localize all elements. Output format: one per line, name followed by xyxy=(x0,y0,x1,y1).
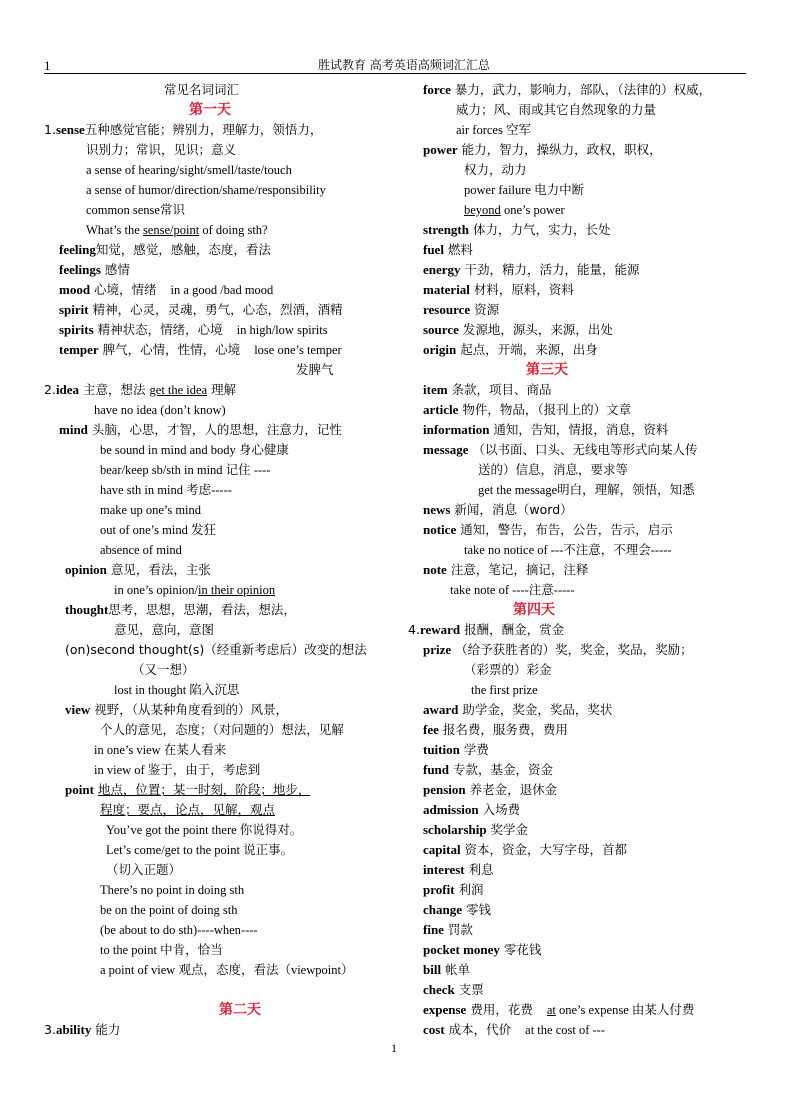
text-line xyxy=(44,120,394,140)
text-line: 意见，意向，意图 xyxy=(114,622,215,637)
headword: resource xyxy=(423,302,471,317)
text-line xyxy=(408,280,753,300)
text-line xyxy=(408,900,753,920)
text-line: to the point 中肯，恰当 xyxy=(100,943,223,957)
text-line: 常见名词词汇 xyxy=(164,82,240,97)
day-heading: 第二天 xyxy=(219,1002,261,1018)
headword: message xyxy=(423,442,469,457)
headword: mind xyxy=(59,422,88,437)
text-line: 威力；风、雨或其它自然现象的力量 xyxy=(456,102,657,117)
headword: expense xyxy=(423,1002,467,1017)
headword: strength xyxy=(423,222,469,237)
text-line xyxy=(408,220,753,240)
text-line xyxy=(44,580,394,600)
line-segment: 主意，想法 xyxy=(79,382,150,397)
line-segment: 报酬，酬金，赏金 xyxy=(460,622,565,637)
text-line: in one’s view 在某人看来 xyxy=(94,743,227,757)
text-line xyxy=(408,520,753,540)
right-column xyxy=(408,80,753,1040)
text-line: have no idea (don’t know) xyxy=(94,403,226,417)
text-line: You’ve got the point there 你说得对。 xyxy=(106,823,303,837)
headword: opinion xyxy=(65,562,107,577)
line-segment: one’s power xyxy=(500,203,565,217)
headword: ability xyxy=(55,1022,92,1037)
text-line xyxy=(408,960,753,980)
headword: profit xyxy=(423,882,455,897)
text-line xyxy=(44,780,394,800)
headword: tuition xyxy=(423,742,460,757)
text-line xyxy=(408,920,753,940)
text-line: the first prize xyxy=(471,683,538,697)
headword: source xyxy=(423,322,459,337)
headword: view xyxy=(65,702,91,717)
line-segment: What’s the xyxy=(86,223,143,237)
text-line xyxy=(408,700,753,720)
headword: scholarship xyxy=(423,822,487,837)
headword: point xyxy=(65,782,94,797)
text-line: common sense常识 xyxy=(86,203,185,217)
line-segment: 成本，代价 xyxy=(444,1022,512,1037)
headword: mood xyxy=(59,282,91,297)
text-line xyxy=(44,300,394,320)
line-segment: 助学金，奖金，奖品，奖状 xyxy=(458,702,613,717)
headword: pension xyxy=(423,782,466,797)
headword: fuel xyxy=(423,242,444,257)
headword: bill xyxy=(423,962,442,977)
text-line xyxy=(408,940,753,960)
line-segment: 起点，开端，来源，出身 xyxy=(456,342,598,357)
text-line xyxy=(408,440,753,460)
text-line: 权力，动力 xyxy=(464,162,527,177)
text-line xyxy=(408,840,753,860)
text-line xyxy=(408,1020,753,1040)
line-segment: 费用，花费 xyxy=(466,1002,533,1017)
headword: reward xyxy=(419,622,461,637)
headword: fund xyxy=(423,762,450,777)
text-line xyxy=(408,640,753,660)
line-segment: in their opinion xyxy=(198,583,276,597)
line-segment: 报名费，服务费，费用 xyxy=(438,722,568,737)
text-line xyxy=(408,80,753,100)
headword: article xyxy=(423,402,459,417)
line-segment: 感情 xyxy=(100,262,130,277)
text-line: be sound in mind and body 身心健康 xyxy=(100,443,289,457)
line-segment: 入场费 xyxy=(478,802,521,817)
headword: fine xyxy=(423,922,444,937)
line-segment: 理解 xyxy=(207,382,237,397)
line-segment: 专款，基金，资金 xyxy=(449,762,554,777)
text-line: make up one’s mind xyxy=(100,503,202,517)
left-column xyxy=(44,80,394,1040)
headword: temper xyxy=(59,342,99,357)
text-line xyxy=(408,300,753,320)
headword: thought xyxy=(65,602,109,617)
footer-page-number: 1 xyxy=(391,1041,397,1055)
text-line xyxy=(408,560,753,580)
headword: admission xyxy=(423,802,479,817)
headword: spirit xyxy=(59,302,89,317)
headword: spirits xyxy=(59,322,94,337)
text-line xyxy=(44,700,394,720)
text-line xyxy=(408,860,753,880)
headword: power xyxy=(423,142,458,157)
line-segment: 意见，看法，主张 xyxy=(106,562,211,577)
line-segment: 精神，心灵，灵魂，勇气，心态，烈酒，酒精 xyxy=(88,302,343,317)
text-line xyxy=(408,620,753,640)
line-segment: get the idea xyxy=(149,383,208,397)
line-segment: 物件，物品，（报刊上的）文章 xyxy=(458,402,632,417)
text-line xyxy=(44,380,394,400)
headword: idea xyxy=(55,382,80,397)
line-segment: in a good /bad mood xyxy=(170,283,274,297)
headword: cost xyxy=(423,1022,445,1037)
line-segment: 2. xyxy=(44,382,56,397)
line-segment: 养老金，退休金 xyxy=(465,782,558,797)
text-line xyxy=(44,220,394,240)
headword: check xyxy=(423,982,455,997)
headword: pocket money xyxy=(423,942,500,957)
line-segment: 学费 xyxy=(459,742,489,757)
line-segment: 3. xyxy=(44,1022,56,1037)
line-segment: 利息 xyxy=(464,862,494,877)
headword: material xyxy=(423,282,470,297)
header-title: 胜试教育 高考英语高频词汇汇总 xyxy=(318,58,490,72)
text-line: Let’s come/get to the point 说正事。 xyxy=(106,843,294,857)
line-segment: 头脑，心思，才智，人的思想，注意力，记性 xyxy=(87,422,342,437)
text-line xyxy=(44,420,394,440)
text-line xyxy=(408,820,753,840)
line-segment: at the cost of --- xyxy=(525,1023,605,1037)
text-line xyxy=(44,320,394,340)
text-line: （又一想） xyxy=(132,662,195,677)
text-line xyxy=(408,740,753,760)
day-heading: 第四天 xyxy=(513,602,555,618)
line-segment: lose one’s temper xyxy=(254,343,342,357)
headword: information xyxy=(423,422,490,437)
text-line xyxy=(408,380,753,400)
line-segment: 思考，思想，思潮，看法，想法， xyxy=(108,602,296,617)
line-segment: beyond xyxy=(464,203,501,217)
line-segment: 罚款 xyxy=(443,922,473,937)
text-line xyxy=(408,800,753,820)
text-line: a sense of hearing/sight/smell/taste/touch xyxy=(86,163,292,177)
text-line xyxy=(44,280,394,300)
text-line: lost in thought 陷入沉思 xyxy=(114,683,240,697)
headword: capital xyxy=(423,842,461,857)
line-segment: 五种感觉官能；辨别力，理解力，领悟力， xyxy=(84,122,323,137)
headword: news xyxy=(423,502,451,517)
text-line: 识别力；常识，见识；意义 xyxy=(86,142,237,157)
text-line xyxy=(408,140,753,160)
line-segment: 4. xyxy=(408,622,420,637)
headword: notice xyxy=(423,522,457,537)
line-segment: （给予获胜者的）奖，奖金，奖品，奖励； xyxy=(451,642,693,657)
header-page-number: 1 xyxy=(44,58,51,73)
line-segment: 心境，情绪 xyxy=(90,282,157,297)
line-segment: 精神状态，情绪，心境 xyxy=(93,322,223,337)
line-segment: 燃料 xyxy=(443,242,473,257)
headword: origin xyxy=(423,342,457,357)
text-line: （彩票的）彩金 xyxy=(464,662,552,677)
headword: item xyxy=(423,382,448,397)
line-segment: at xyxy=(546,1003,556,1017)
text-line: 个人的意见，态度；（对问题的）想法，见解 xyxy=(100,722,344,737)
line-segment: （以书面、口头、无线电等形式向某人传 xyxy=(468,442,698,457)
line-segment: in high/low spirits xyxy=(236,323,328,337)
line-segment: 资本，资金，大写字母，首都 xyxy=(460,842,628,857)
headword: award xyxy=(423,702,459,717)
text-line: have sth in mind 考虑----- xyxy=(100,483,232,497)
text-line xyxy=(408,780,753,800)
line-segment: 帐单 xyxy=(441,962,471,977)
text-line xyxy=(408,320,753,340)
text-line xyxy=(408,760,753,780)
text-line xyxy=(408,720,753,740)
text-line xyxy=(408,500,753,520)
day-heading: 第三天 xyxy=(526,362,568,378)
text-line: air forces 空军 xyxy=(456,123,531,137)
line-segment: one’s expense 由某人付费 xyxy=(555,1003,695,1017)
text-line: (on)second thought(s)（经重新考虑后）改变的想法 xyxy=(65,642,367,657)
line-segment: 脾气，心情，性情，心境 xyxy=(98,342,241,357)
headword: feelings xyxy=(59,262,101,277)
line-segment: 利润 xyxy=(454,882,484,897)
text-line xyxy=(408,980,753,1000)
text-line xyxy=(408,400,753,420)
text-line xyxy=(44,240,394,260)
line-segment: 新闻，消息（word） xyxy=(450,502,573,517)
text-line: 送的）信息，消息，要求等 xyxy=(478,462,629,477)
headword: note xyxy=(423,562,447,577)
line-segment: of doing sth? xyxy=(199,223,268,237)
text-line xyxy=(408,420,753,440)
text-line: （切入正题） xyxy=(106,862,182,877)
line-segment: 支票 xyxy=(454,982,484,997)
text-line xyxy=(44,1020,394,1040)
line-segment: 条款，项目、商品 xyxy=(447,382,552,397)
text-line xyxy=(44,560,394,580)
text-line xyxy=(408,340,753,360)
line-segment: 注意，笔记，摘记，注释 xyxy=(446,562,589,577)
line-segment: 1. xyxy=(44,122,56,137)
text-line xyxy=(408,200,753,220)
text-line: (be about to do sth)----when---- xyxy=(100,923,258,937)
text-line xyxy=(44,980,394,1000)
line-segment: 奖学金 xyxy=(486,822,529,837)
headword: force xyxy=(423,82,451,97)
header-rule xyxy=(44,73,746,74)
line-segment: 能力，智力，操纵力，政权，职权， xyxy=(457,142,662,157)
headword: energy xyxy=(423,262,461,277)
text-line: There’s no point in doing sth xyxy=(100,883,245,897)
line-segment: 资源 xyxy=(470,302,500,317)
text-line: be on the point of doing sth xyxy=(100,903,238,917)
text-line: in view of 鉴于，由于，考虑到 xyxy=(94,763,261,777)
text-line: power failure 电力中断 xyxy=(464,183,585,197)
line-segment: 暴力，武力，影响力，部队，（法律的）权威， xyxy=(450,82,712,97)
line-segment: 视野，（从某种角度看到的）风景， xyxy=(90,702,289,717)
headword: sense xyxy=(55,122,85,137)
line-segment: 零花钱 xyxy=(499,942,542,957)
text-line xyxy=(408,260,753,280)
line-segment: 通知，警告，布告，公告，告示，启示 xyxy=(456,522,673,537)
text-line: bear/keep sb/sth in mind 记住 ---- xyxy=(100,463,271,477)
line-segment: sense/point xyxy=(142,223,200,237)
line-segment: 体力，力气，实力，长处 xyxy=(468,222,611,237)
text-line: absence of mind xyxy=(100,543,182,557)
headword: feeling xyxy=(59,242,96,257)
text-line xyxy=(44,800,394,820)
day-heading: 第一天 xyxy=(189,102,231,118)
line-segment: 能力 xyxy=(91,1022,121,1037)
line-segment: 知觉，感觉，感触，态度，看法 xyxy=(95,242,271,257)
text-line xyxy=(44,340,394,360)
headword: prize xyxy=(423,642,452,657)
headword: interest xyxy=(423,862,465,877)
line-segment: 地点，位置；某一时刻，阶段；地步， xyxy=(97,782,311,797)
line-segment: in one’s opinion/ xyxy=(114,583,199,597)
line-segment: 材料，原料，资料 xyxy=(469,282,574,297)
text-line: out of one’s mind 发狂 xyxy=(100,523,216,537)
text-line xyxy=(408,880,753,900)
text-line xyxy=(408,240,753,260)
text-line: take no notice of ---不注意，不理会----- xyxy=(464,543,672,557)
text-line xyxy=(408,1000,753,1020)
line-segment: 发源地，源头，来源，出处 xyxy=(458,322,613,337)
line-segment: 程度；要点，论点，见解，观点 xyxy=(100,802,276,817)
text-line: take note of ----注意----- xyxy=(450,583,575,597)
headword: change xyxy=(423,902,462,917)
text-line: a sense of humor/direction/shame/responsibility xyxy=(86,183,326,197)
text-line xyxy=(44,600,394,620)
line-segment: 通知，告知，情报，消息，资料 xyxy=(489,422,669,437)
text-line: get the message明白，理解，领悟，知悉 xyxy=(478,483,695,497)
text-line xyxy=(44,260,394,280)
text-line: a point of view 观点，态度，看法（viewpoint） xyxy=(100,963,354,977)
line-segment: 零钱 xyxy=(462,902,491,917)
text-line: 发脾气 xyxy=(296,362,334,377)
headword: fee xyxy=(423,722,439,737)
line-segment: 干劲，精力，活力，能量，能源 xyxy=(460,262,640,277)
